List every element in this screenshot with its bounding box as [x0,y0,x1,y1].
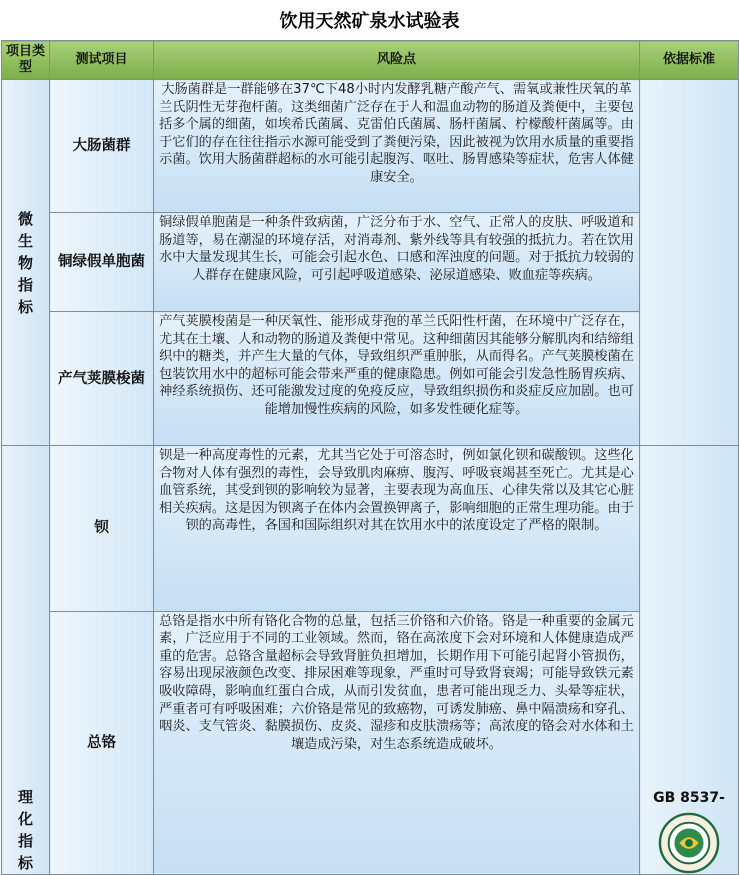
category-label: 理化指标 [17,788,33,872]
standard-code: GB 8537- [653,790,725,806]
table-row [2,213,739,312]
standard-cell-physicochemical [640,446,739,875]
category-physicochemical [2,446,50,875]
risk-chromium: 总铬是指水中所有铬化合物的总量，包括三价铬和六价铬。铬是一种重要的金属元素，广泛应用于不同的工业领域。然而，铬在高浓度下会对环境和人体健康造成严重的危害。总铬含量超标会导致肾脏负担增加，长期作用下可能引起肾小管损伤，容易出现尿液颜色改变、排尿困难等现象，严重时可导致肾衰竭；可能导致铁元素吸收障碍，影响血红蛋白合成，从而引发贫血，患者可能出现乏力、头晕等症状，严重者可有呼吸困难；六价铬是常见的致癌物，可诱发肺癌、鼻中隔溃疡和穿孔、咽炎、支气管炎、黏膜损伤、皮炎、湿疹和皮肤溃疡等；高浓度的铬会对水体和土壤造成污染，对生态系统造成破坏。 [154,611,640,874]
item-pseudomonas: 铜绿假单胞菌 [50,213,154,312]
header-type: 项目类型 [2,41,50,80]
risk-pseudomonas: 铜绿假单胞菌是一种条件致病菌，广泛分布于水、空气、正常人的皮肤、呼吸道和肠道等，易在潮湿的环境存活，对消毒剂、紫外线等具有较强的抵抗力。若在饮用水中大量发现其生长，可能会引起水色、口感和浑浊度的问题。对于抵抗力较弱的人群存在健康风险，可引起呼吸道感染、泌尿道感染、败血症等疾病。 [154,213,640,312]
table-row [2,611,739,874]
table-header-row [2,41,739,80]
table-row [2,80,739,213]
item-barium: 钡 [50,446,154,612]
header-risk: 风险点 [154,41,640,80]
standard-cell-microbial [640,80,739,446]
category-label: 微生物指标 [17,209,33,316]
item-coliform: 大肠菌群 [50,80,154,213]
risk-barium: 钡是一种高度毒性的元素，尤其当它处于可溶态时，例如氯化钡和碳酸钡。这些化合物对人体有强烈的毒性，会导致肌肉麻痹、腹泻、呼吸衰竭甚至死亡。尤其是心血管系统，其受到钡的影响较为显著，主要表现为高血压、心律失常以及其它心脏相关疾病。这是因为钡离子在体内会置换钾离子，影响细胞的正常生理功能。由于钡的高毒性，各国和国际组织对其在饮用水中的浓度设定了严格的限制。 [154,446,640,612]
header-standard: 依据标准 [640,41,739,80]
risk-clostridium: 产气荚膜梭菌是一种厌氧性、能形成芽孢的革兰氏阳性杆菌，在环境中广泛存在，尤其在土壤、人和动物的肠道及粪便中常见。这种细菌因其能够分解肌肉和结缔组织中的糖类，并产生大量的气体，导致组织严重肿胀，从而得名。产气荚膜梭菌在包装饮用水中的超标可能会带来严重的健康隐患。例如可能会引发急性肠胃疾病、神经系统损伤、还可能激发过度的免疫反应，导致组织损伤和炎症反应加剧。也可能增加慢性疾病的风险，如多发性硬化症等。 [154,312,640,446]
item-chromium: 总铬 [50,611,154,874]
category-microbial [2,80,50,446]
certification-seal-icon [658,812,720,874]
table-row [2,446,739,612]
page-title: 饮用天然矿泉水试验表 [0,0,739,40]
test-table [1,40,739,875]
header-item: 测试项目 [50,41,154,80]
item-clostridium: 产气荚膜梭菌 [50,312,154,446]
table-row [2,312,739,446]
risk-coliform: 大肠菌群是一群能够在37℃下48小时内发酵乳糖产酸产气、需氧或兼性厌氧的革兰氏阴性无芽孢杆菌。这类细菌广泛存在于人和温血动物的肠道及粪便中，主要包括多个属的细菌，如埃希氏菌属、克雷伯氏菌属、肠杆菌属、柠檬酸杆菌属等。由于它们的存在往往指示水源可能受到了粪便污染，因此被视为饮用水质量的重要指示菌。饮用大肠菌群超标的水可能引起腹泻、呕吐、肠胃感染等症状，危害人体健康安全。 [154,80,640,213]
